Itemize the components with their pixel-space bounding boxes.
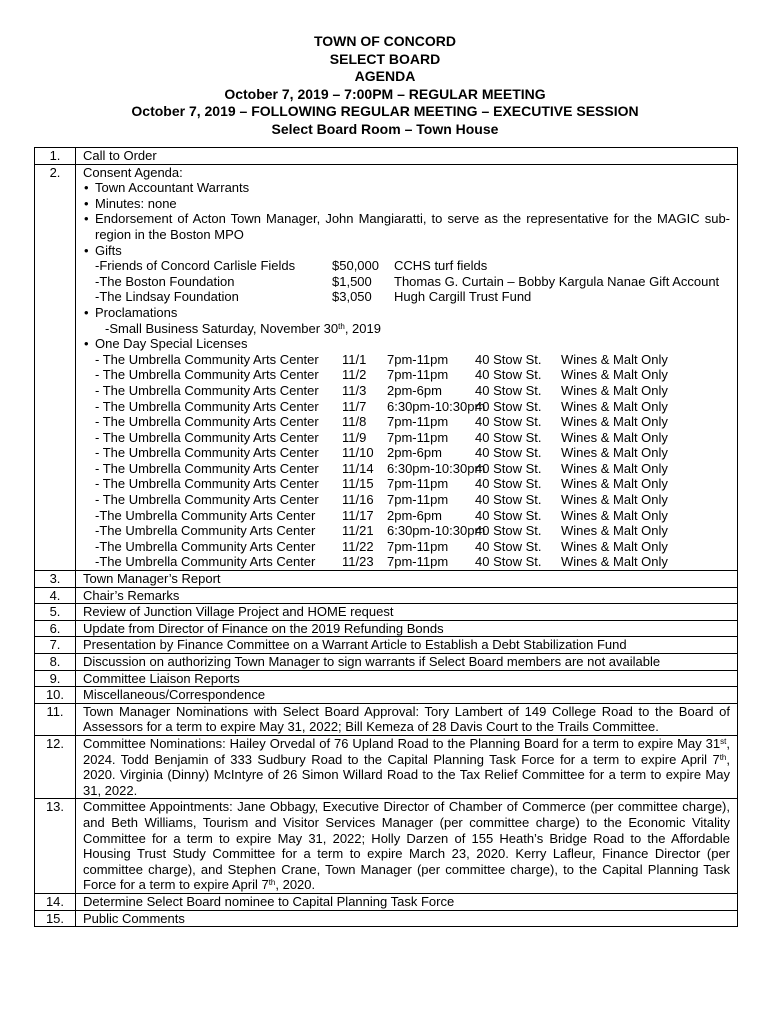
item-content: Committee Liaison Reports xyxy=(76,670,738,687)
bullet-minutes: • Minutes: none xyxy=(83,196,730,212)
license-row xyxy=(95,461,730,477)
ordinal-suffix: th xyxy=(268,878,276,888)
item-number: 9. xyxy=(35,670,76,687)
license-date: 11/17 xyxy=(342,507,374,523)
town-title: TOWN OF CONCORD xyxy=(313,33,457,49)
item-content: Miscellaneous/Correspondence xyxy=(76,687,738,704)
license-place: 40 Stow St. xyxy=(475,538,542,554)
item-number: 11. xyxy=(35,703,76,735)
agenda-row xyxy=(35,571,738,588)
ordinal-suffix: th xyxy=(719,752,727,762)
license-row xyxy=(95,476,730,492)
ordinal-suffix: st xyxy=(720,736,727,746)
agenda-table xyxy=(34,147,738,927)
license-place: 40 Stow St. xyxy=(475,414,542,430)
bullet-licenses xyxy=(83,336,730,570)
item-number: 3. xyxy=(35,571,76,588)
license-row xyxy=(95,383,730,399)
license-place: 40 Stow St. xyxy=(475,492,542,508)
license-place: 40 Stow St. xyxy=(475,382,542,398)
license-type: Wines & Malt Only xyxy=(561,382,668,398)
item-content: Chair’s Remarks xyxy=(76,587,738,604)
license-date: 11/10 xyxy=(342,445,374,461)
item-number: 1. xyxy=(35,148,76,165)
license-row xyxy=(95,492,730,508)
licenses-label: • One Day Special Licenses xyxy=(95,336,248,352)
license-row xyxy=(95,523,730,539)
gift-purpose: Thomas G. Curtain – Bobby Kargula Nanae Gift Account xyxy=(394,273,720,289)
item-text-part: Committee Nominations: Hailey Orvedal of 76 Upland Road to the Planning Board for a term to expire May 31 xyxy=(83,735,721,751)
license-org: - The Umbrella Community Arts Center xyxy=(95,445,319,461)
license-place: 40 Stow St. xyxy=(475,554,542,570)
agenda-row xyxy=(35,687,738,704)
item-number: 2. xyxy=(35,164,76,570)
license-date: 11/15 xyxy=(342,476,374,492)
agenda-row xyxy=(35,703,738,735)
license-time: 7pm-11pm xyxy=(387,554,449,570)
license-time: 7pm-11pm xyxy=(387,429,449,445)
document-title: AGENDA xyxy=(354,68,416,84)
item-text-part: , 2020. xyxy=(275,877,316,893)
gift-purpose: CCHS turf fields xyxy=(394,258,488,274)
proclamation-line xyxy=(95,321,730,337)
agenda-row xyxy=(35,620,738,637)
board-title: SELECT BOARD xyxy=(329,50,441,67)
license-row xyxy=(95,539,730,555)
license-place: 40 Stow St. xyxy=(475,476,542,492)
license-time: 6:30pm-10:30pm xyxy=(387,460,486,476)
gift-amount: $50,000 xyxy=(332,258,379,274)
item-content xyxy=(76,164,738,570)
license-type: Wines & Malt Only xyxy=(561,538,668,554)
consent-agenda-title: Consent Agenda: xyxy=(83,164,183,180)
item-number: 13. xyxy=(35,799,76,894)
license-org: -The Umbrella Community Arts Center xyxy=(95,554,316,570)
license-date: 11/21 xyxy=(342,523,374,539)
gift-row xyxy=(95,289,730,305)
gift-amount: $3,050 xyxy=(332,289,372,305)
executive-session-line: October 7, 2019 – FOLLOWING REGULAR MEETING – EXECUTIVE SESSION xyxy=(131,103,639,119)
agenda-header xyxy=(0,33,770,138)
item-content xyxy=(76,735,738,798)
license-type: Wines & Malt Only xyxy=(561,523,668,539)
item-content: Town Manager’s Report xyxy=(76,571,738,588)
license-date: 11/9 xyxy=(342,429,367,445)
license-time: 7pm-11pm xyxy=(387,367,449,383)
license-org: - The Umbrella Community Arts Center xyxy=(95,398,319,414)
item-text-part: , 2020. Virginia (Dinny) McIntyre of 26 Simon Willard Road to the Tax Relief Committee for a term to expire May 31, 2022. xyxy=(83,751,730,798)
meeting-location: Select Board Room – Town House xyxy=(271,120,499,137)
license-org: - The Umbrella Community Arts Center xyxy=(95,460,319,476)
item-number: 4. xyxy=(35,587,76,604)
ordinal-suffix: th xyxy=(338,321,345,331)
license-place: 40 Stow St. xyxy=(475,523,542,539)
license-org: - The Umbrella Community Arts Center xyxy=(95,476,319,492)
item-number: 6. xyxy=(35,620,76,637)
agenda-row xyxy=(35,148,738,165)
license-row xyxy=(95,414,730,430)
gift-source: -Friends of Concord Carlisle Fields xyxy=(95,258,296,274)
item-content xyxy=(76,799,738,894)
license-row xyxy=(95,554,730,570)
license-time: 7pm-11pm xyxy=(387,476,449,492)
gift-source: -The Lindsay Foundation xyxy=(95,289,239,305)
license-place: 40 Stow St. xyxy=(475,367,542,383)
license-date: 11/16 xyxy=(342,492,374,508)
license-org: - The Umbrella Community Arts Center xyxy=(95,367,319,383)
license-place: 40 Stow St. xyxy=(475,445,542,461)
gift-purpose: Hugh Cargill Trust Fund xyxy=(394,289,532,305)
item-content: Public Comments xyxy=(76,910,738,927)
item-number: 10. xyxy=(35,687,76,704)
license-type: Wines & Malt Only xyxy=(561,507,668,523)
license-row xyxy=(95,352,730,368)
license-time: 7pm-11pm xyxy=(387,351,449,367)
license-type: Wines & Malt Only xyxy=(561,429,668,445)
license-time: 2pm-6pm xyxy=(387,445,442,461)
item-number: 8. xyxy=(35,654,76,671)
gift-amount: $1,500 xyxy=(332,273,372,289)
license-type: Wines & Malt Only xyxy=(561,492,668,508)
license-type: Wines & Malt Only xyxy=(561,367,668,383)
item-number: 15. xyxy=(35,910,76,927)
agenda-row xyxy=(35,654,738,671)
license-place: 40 Stow St. xyxy=(475,351,542,367)
license-type: Wines & Malt Only xyxy=(561,414,668,430)
license-time: 2pm-6pm xyxy=(387,507,442,523)
license-type: Wines & Malt Only xyxy=(561,445,668,461)
license-place: 40 Stow St. xyxy=(475,507,542,523)
license-row xyxy=(95,367,730,383)
item-content: Presentation by Finance Committee on a Warrant Article to Establish a Debt Stabilization Fund xyxy=(76,637,738,654)
agenda-row xyxy=(35,670,738,687)
agenda-row xyxy=(35,910,738,927)
license-org: - The Umbrella Community Arts Center xyxy=(95,492,319,508)
bullet-warrants: • Town Accountant Warrants xyxy=(83,180,730,196)
gift-row xyxy=(95,258,730,274)
license-date: 11/23 xyxy=(342,554,374,570)
bullet-proclamations xyxy=(83,305,730,336)
agenda-row xyxy=(35,799,738,894)
item-content: Review of Junction Village Project and HOME request xyxy=(76,604,738,621)
item-number: 14. xyxy=(35,893,76,910)
license-org: -The Umbrella Community Arts Center xyxy=(95,507,316,523)
license-date: 11/1 xyxy=(342,351,367,367)
license-type: Wines & Malt Only xyxy=(561,351,668,367)
item-content: Call to Order xyxy=(76,148,738,165)
gift-row xyxy=(95,274,730,290)
license-date: 11/14 xyxy=(342,460,374,476)
agenda-row xyxy=(35,164,738,570)
license-row xyxy=(95,445,730,461)
license-type: Wines & Malt Only xyxy=(561,460,668,476)
agenda-row xyxy=(35,893,738,910)
item-content: Update from Director of Finance on the 2019 Refunding Bonds xyxy=(76,620,738,637)
license-place: 40 Stow St. xyxy=(475,460,542,476)
license-time: 6:30pm-10:30pm xyxy=(387,523,486,539)
agenda-row xyxy=(35,587,738,604)
proclamation-text: -Small Business Saturday, November 30 xyxy=(105,320,339,336)
license-org: -The Umbrella Community Arts Center xyxy=(95,538,316,554)
item-content: Determine Select Board nominee to Capital Planning Task Force xyxy=(76,893,738,910)
proclamation-year: , 2019 xyxy=(344,320,381,336)
item-content: Discussion on authorizing Town Manager to sign warrants if Select Board members are not available xyxy=(76,654,738,671)
license-org: - The Umbrella Community Arts Center xyxy=(95,429,319,445)
regular-meeting-line: October 7, 2019 – 7:00PM – REGULAR MEETING xyxy=(224,85,546,102)
license-org: - The Umbrella Community Arts Center xyxy=(95,382,319,398)
item-number: 12. xyxy=(35,735,76,798)
item-number: 7. xyxy=(35,637,76,654)
license-date: 11/22 xyxy=(342,538,374,554)
gifts-label: • Gifts xyxy=(95,242,122,258)
consent-agenda-list xyxy=(83,180,730,570)
bullet-endorsement: • Endorsement of Acton Town Manager, John Mangiaratti, to serve as the representative for the MAGIC sub-region in the Boston MPO xyxy=(83,211,730,242)
license-date: 11/3 xyxy=(342,382,367,398)
item-content: Town Manager Nominations with Select Board Approval: Tory Lambert of 149 College Road to the Board of Assessors for a term to expire May 31, 2022; Bill Kemeza of 28 Davis Court to the Trails Committee. xyxy=(76,703,738,735)
license-type: Wines & Malt Only xyxy=(561,554,668,570)
agenda-row xyxy=(35,604,738,621)
license-type: Wines & Malt Only xyxy=(561,476,668,492)
license-time: 6:30pm-10:30pm xyxy=(387,398,486,414)
agenda-row xyxy=(35,637,738,654)
license-org: -The Umbrella Community Arts Center xyxy=(95,523,316,539)
agenda-row xyxy=(35,735,738,798)
proclamations-label: • Proclamations xyxy=(95,304,178,320)
license-time: 7pm-11pm xyxy=(387,538,449,554)
item-text-part: , 2024. Todd Benjamin of 333 Sudbury Road to the Capital Planning Task Force for a term to expire April 7 xyxy=(83,735,730,767)
license-time: 7pm-11pm xyxy=(387,414,449,430)
license-org: - The Umbrella Community Arts Center xyxy=(95,414,319,430)
license-date: 11/2 xyxy=(342,367,367,383)
item-text-part: Committee Appointments: Jane Obbagy, Executive Director of Chamber of Commerce (per committee charge), and Beth Williams, Tourism and Visitor Services Manager (per committee charge) to the Economic Vitality Committee for a term to expire May 31, 2022; Holly Darzen of 155 Heath’s Bridge Road to the Affordable Housing Trust Study Committee for a term to expire March 23, 2020. Kerry Lafleur, Finance Director (per committee charge), and Stephen Crane, Town Manager (per committee charge), to the Capital Planning Task Force for a term to expire April 7 xyxy=(83,799,730,893)
license-time: 7pm-11pm xyxy=(387,492,449,508)
license-row xyxy=(95,399,730,415)
item-number: 5. xyxy=(35,604,76,621)
bullet-gifts xyxy=(83,243,730,305)
license-time: 2pm-6pm xyxy=(387,382,442,398)
license-date: 11/7 xyxy=(342,398,367,414)
gift-source: -The Boston Foundation xyxy=(95,273,235,289)
license-row xyxy=(95,430,730,446)
license-org: - The Umbrella Community Arts Center xyxy=(95,351,319,367)
license-row xyxy=(95,508,730,524)
license-date: 11/8 xyxy=(342,414,367,430)
license-place: 40 Stow St. xyxy=(475,429,542,445)
license-type: Wines & Malt Only xyxy=(561,398,668,414)
license-place: 40 Stow St. xyxy=(475,398,542,414)
